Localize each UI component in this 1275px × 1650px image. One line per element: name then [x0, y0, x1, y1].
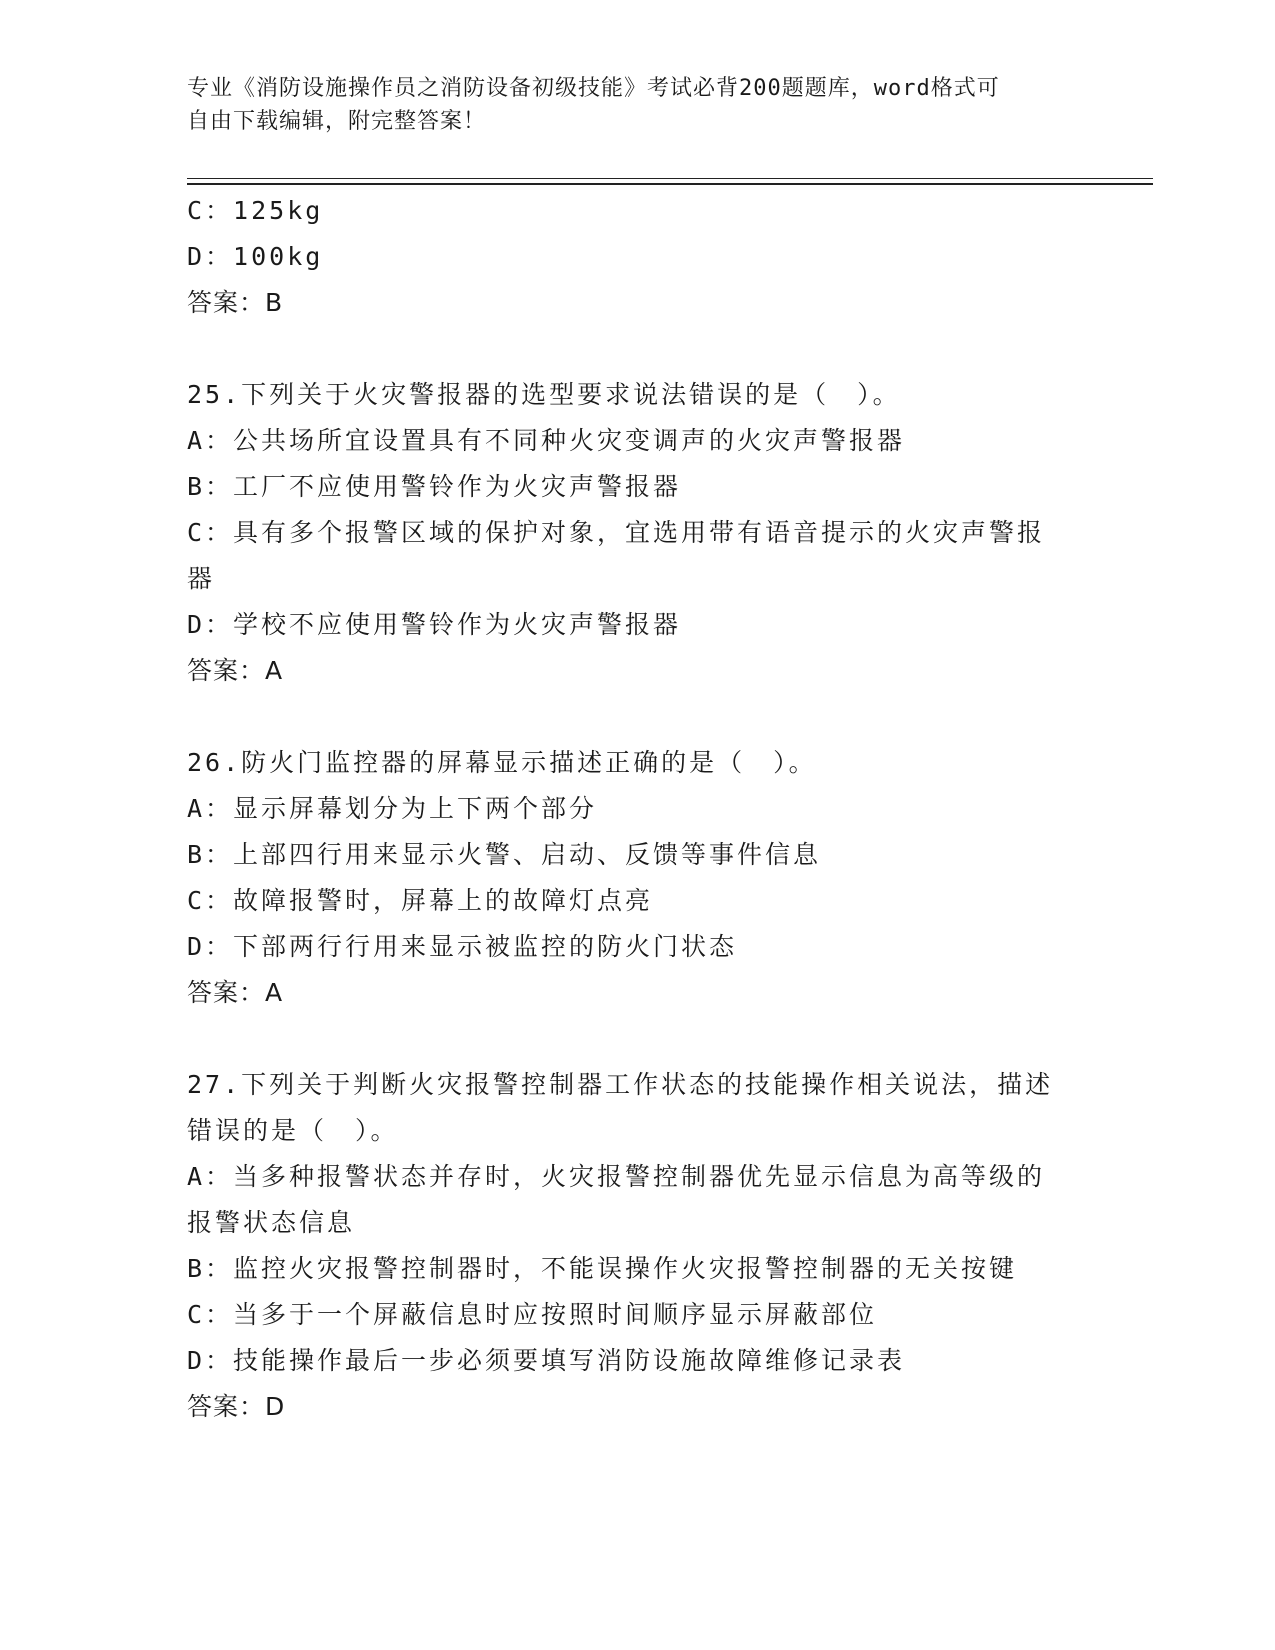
question-stem: 27.下列关于判断火灾报警控制器工作状态的技能操作相关说法，描述	[187, 1070, 1054, 1099]
spacer	[187, 694, 1087, 740]
answer: 答案：D	[187, 1392, 286, 1421]
answer: 答案：A	[187, 656, 284, 685]
answer: 答案：B	[187, 288, 284, 317]
header-rule-thin	[187, 178, 1153, 179]
question-27	[187, 1062, 1087, 1430]
question-25	[187, 372, 1087, 694]
option-b: B：工厂不应使用警铃作为火灾声警报器	[187, 472, 682, 501]
question-26	[187, 740, 1087, 1016]
option-a: A：显示屏幕划分为上下两个部分	[187, 794, 598, 823]
option-c: C：故障报警时，屏幕上的故障灯点亮	[187, 886, 654, 915]
option-b: B：上部四行用来显示火警、启动、反馈等事件信息	[187, 840, 822, 869]
option-c-continued: 器	[187, 564, 216, 593]
question-24-tail	[187, 188, 1087, 326]
option-a: A：当多种报警状态并存时，火灾报警控制器优先显示信息为高等级的	[187, 1162, 1046, 1191]
question-list	[187, 188, 1087, 1430]
document-header	[187, 72, 1087, 138]
header-line-2: 自由下载编辑，附完整答案！	[187, 109, 487, 134]
option-d: D：学校不应使用警铃作为火灾声警报器	[187, 610, 682, 639]
answer: 答案：A	[187, 978, 284, 1007]
option-b: B：监控火灾报警控制器时，不能误操作火灾报警控制器的无关按键	[187, 1254, 1018, 1283]
spacer	[187, 1016, 1087, 1062]
question-stem: 25.下列关于火灾警报器的选型要求说法错误的是（ ）。	[187, 380, 901, 409]
question-stem-continued: 错误的是（ ）。	[187, 1116, 399, 1145]
option-a-continued: 报警状态信息	[187, 1208, 356, 1237]
spacer	[187, 326, 1087, 372]
option-d: D：技能操作最后一步必须要填写消防设施故障维修记录表	[187, 1346, 906, 1375]
option-c: C：当多于一个屏蔽信息时应按照时间顺序显示屏蔽部位	[187, 1300, 878, 1329]
option-c: C：具有多个报警区域的保护对象，宜选用带有语音提示的火灾声警报	[187, 518, 1046, 547]
option-c: C：125kg	[187, 196, 324, 225]
header-line-1: 专业《消防设施操作员之消防设备初级技能》考试必背200题题库，word格式可	[187, 76, 1000, 101]
option-d: D：下部两行行用来显示被监控的防火门状态	[187, 932, 738, 961]
option-d: D：100kg	[187, 242, 324, 271]
header-rule-thick	[187, 183, 1153, 185]
option-a: A：公共场所宜设置具有不同种火灾变调声的火灾声警报器	[187, 426, 906, 455]
question-stem: 26.防火门监控器的屏幕显示描述正确的是（ ）。	[187, 748, 817, 777]
